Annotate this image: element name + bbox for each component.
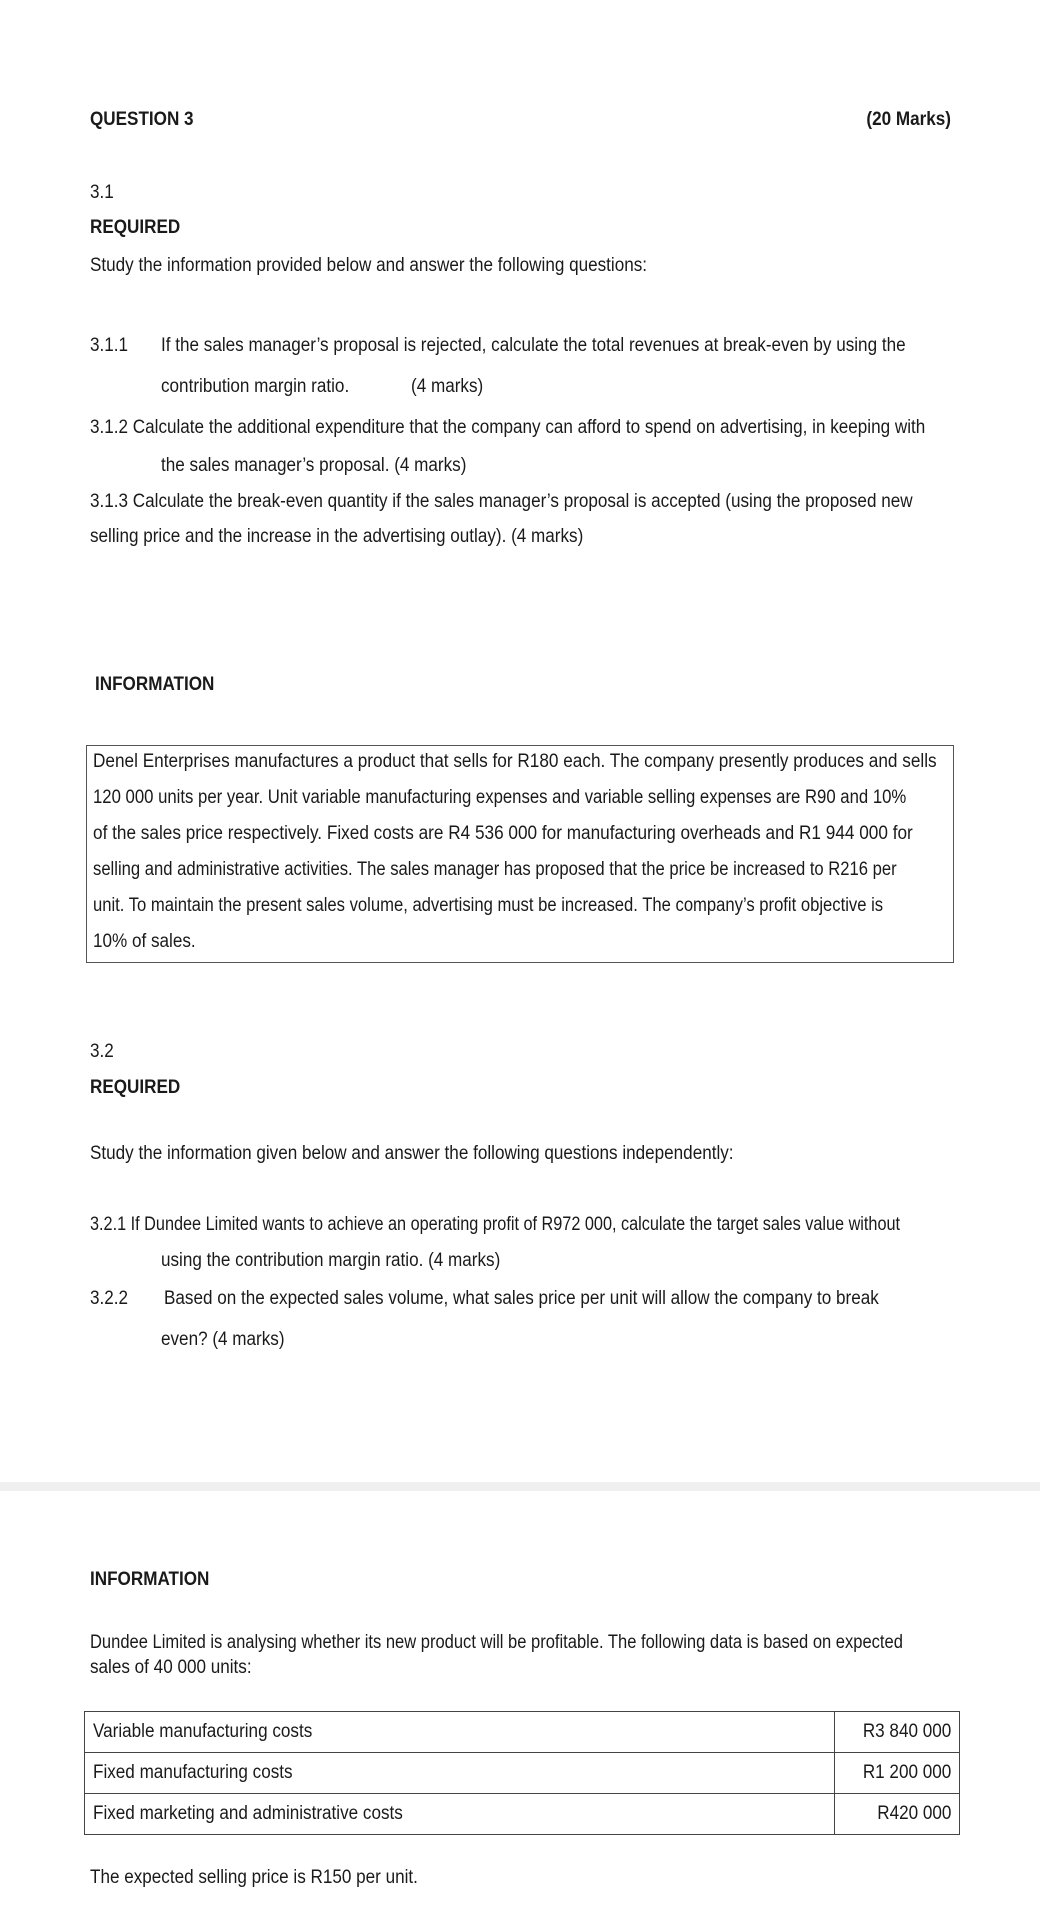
information-line: selling and administrative activities. The sales manager has proposed that the price be increased to R216 per [93,859,897,880]
question-number: 3.2.2 [90,1288,129,1309]
information-line: of the sales price respectively. Fixed costs are R4 536 000 for manufacturing overheads and R1 944 000 for [93,823,913,844]
question-number: 3.1.1 [90,335,129,356]
cost-label: Fixed marketing and administrative costs [85,1794,835,1835]
selling-price-note: The expected selling price is R150 per unit. [90,1867,418,1888]
cost-label: Variable manufacturing costs [85,1712,835,1753]
question-marks: (4 marks) [411,376,484,397]
question-text: Based on the expected sales volume, what sales price per unit will allow the company to break [164,1288,879,1309]
information-box [86,745,954,963]
question-title: QUESTION 3 [90,109,194,130]
section-intro: Study the information given below and answer the following questions independently: [90,1143,734,1164]
question-text: contribution margin ratio. [161,376,350,397]
information-text: sales of 40 000 units: [90,1657,252,1678]
question-text: using the contribution margin ratio. (4 marks) [161,1250,501,1271]
information-heading: INFORMATION [95,674,215,695]
costs-table [84,1711,960,1835]
table-row [85,1794,960,1835]
question-text: even? (4 marks) [161,1329,285,1350]
information-text: Dundee Limited is analysing whether its new product will be profitable. The following data is based on expected [90,1632,903,1653]
required-heading: REQUIRED [90,217,181,238]
information-heading: INFORMATION [90,1569,210,1590]
required-heading: REQUIRED [90,1077,181,1098]
question-text: the sales manager’s proposal. (4 marks) [161,455,467,476]
question-text: 3.1.2 Calculate the additional expenditure that the company can afford to spend on advertising, in keeping with [90,417,926,438]
section-number: 3.1 [90,182,114,203]
marks-label: (20 Marks) [866,109,951,130]
question-text: 3.2.1 If Dundee Limited wants to achieve an operating profit of R972 000, calculate the target sales value without [90,1214,901,1235]
cost-amount: R420 000 [835,1794,960,1835]
information-line: unit. To maintain the present sales volume, advertising must be increased. The company’s profit objective is [93,895,884,916]
question-text: If the sales manager’s proposal is rejected, calculate the total revenues at break-even by using the [161,335,906,356]
information-line: 10% of sales. [93,931,196,952]
page-separator [0,1482,1040,1491]
information-line: 120 000 units per year. Unit variable manufacturing expenses and variable selling expenses are R90 and 10% [93,787,907,808]
table-row [85,1712,960,1753]
table-row [85,1753,960,1794]
cost-label: Fixed manufacturing costs [85,1753,835,1794]
cost-amount: R1 200 000 [835,1753,960,1794]
question-text: 3.1.3 Calculate the break-even quantity if the sales manager’s proposal is accepted (using the proposed new [90,491,913,512]
cost-amount: R3 840 000 [835,1712,960,1753]
information-line: Denel Enterprises manufactures a product that sells for R180 each. The company presently produces and sells [93,751,937,772]
section-intro: Study the information provided below and answer the following questions: [90,255,648,276]
section-number: 3.2 [90,1041,114,1062]
question-text: selling price and the increase in the advertising outlay). (4 marks) [90,526,584,547]
